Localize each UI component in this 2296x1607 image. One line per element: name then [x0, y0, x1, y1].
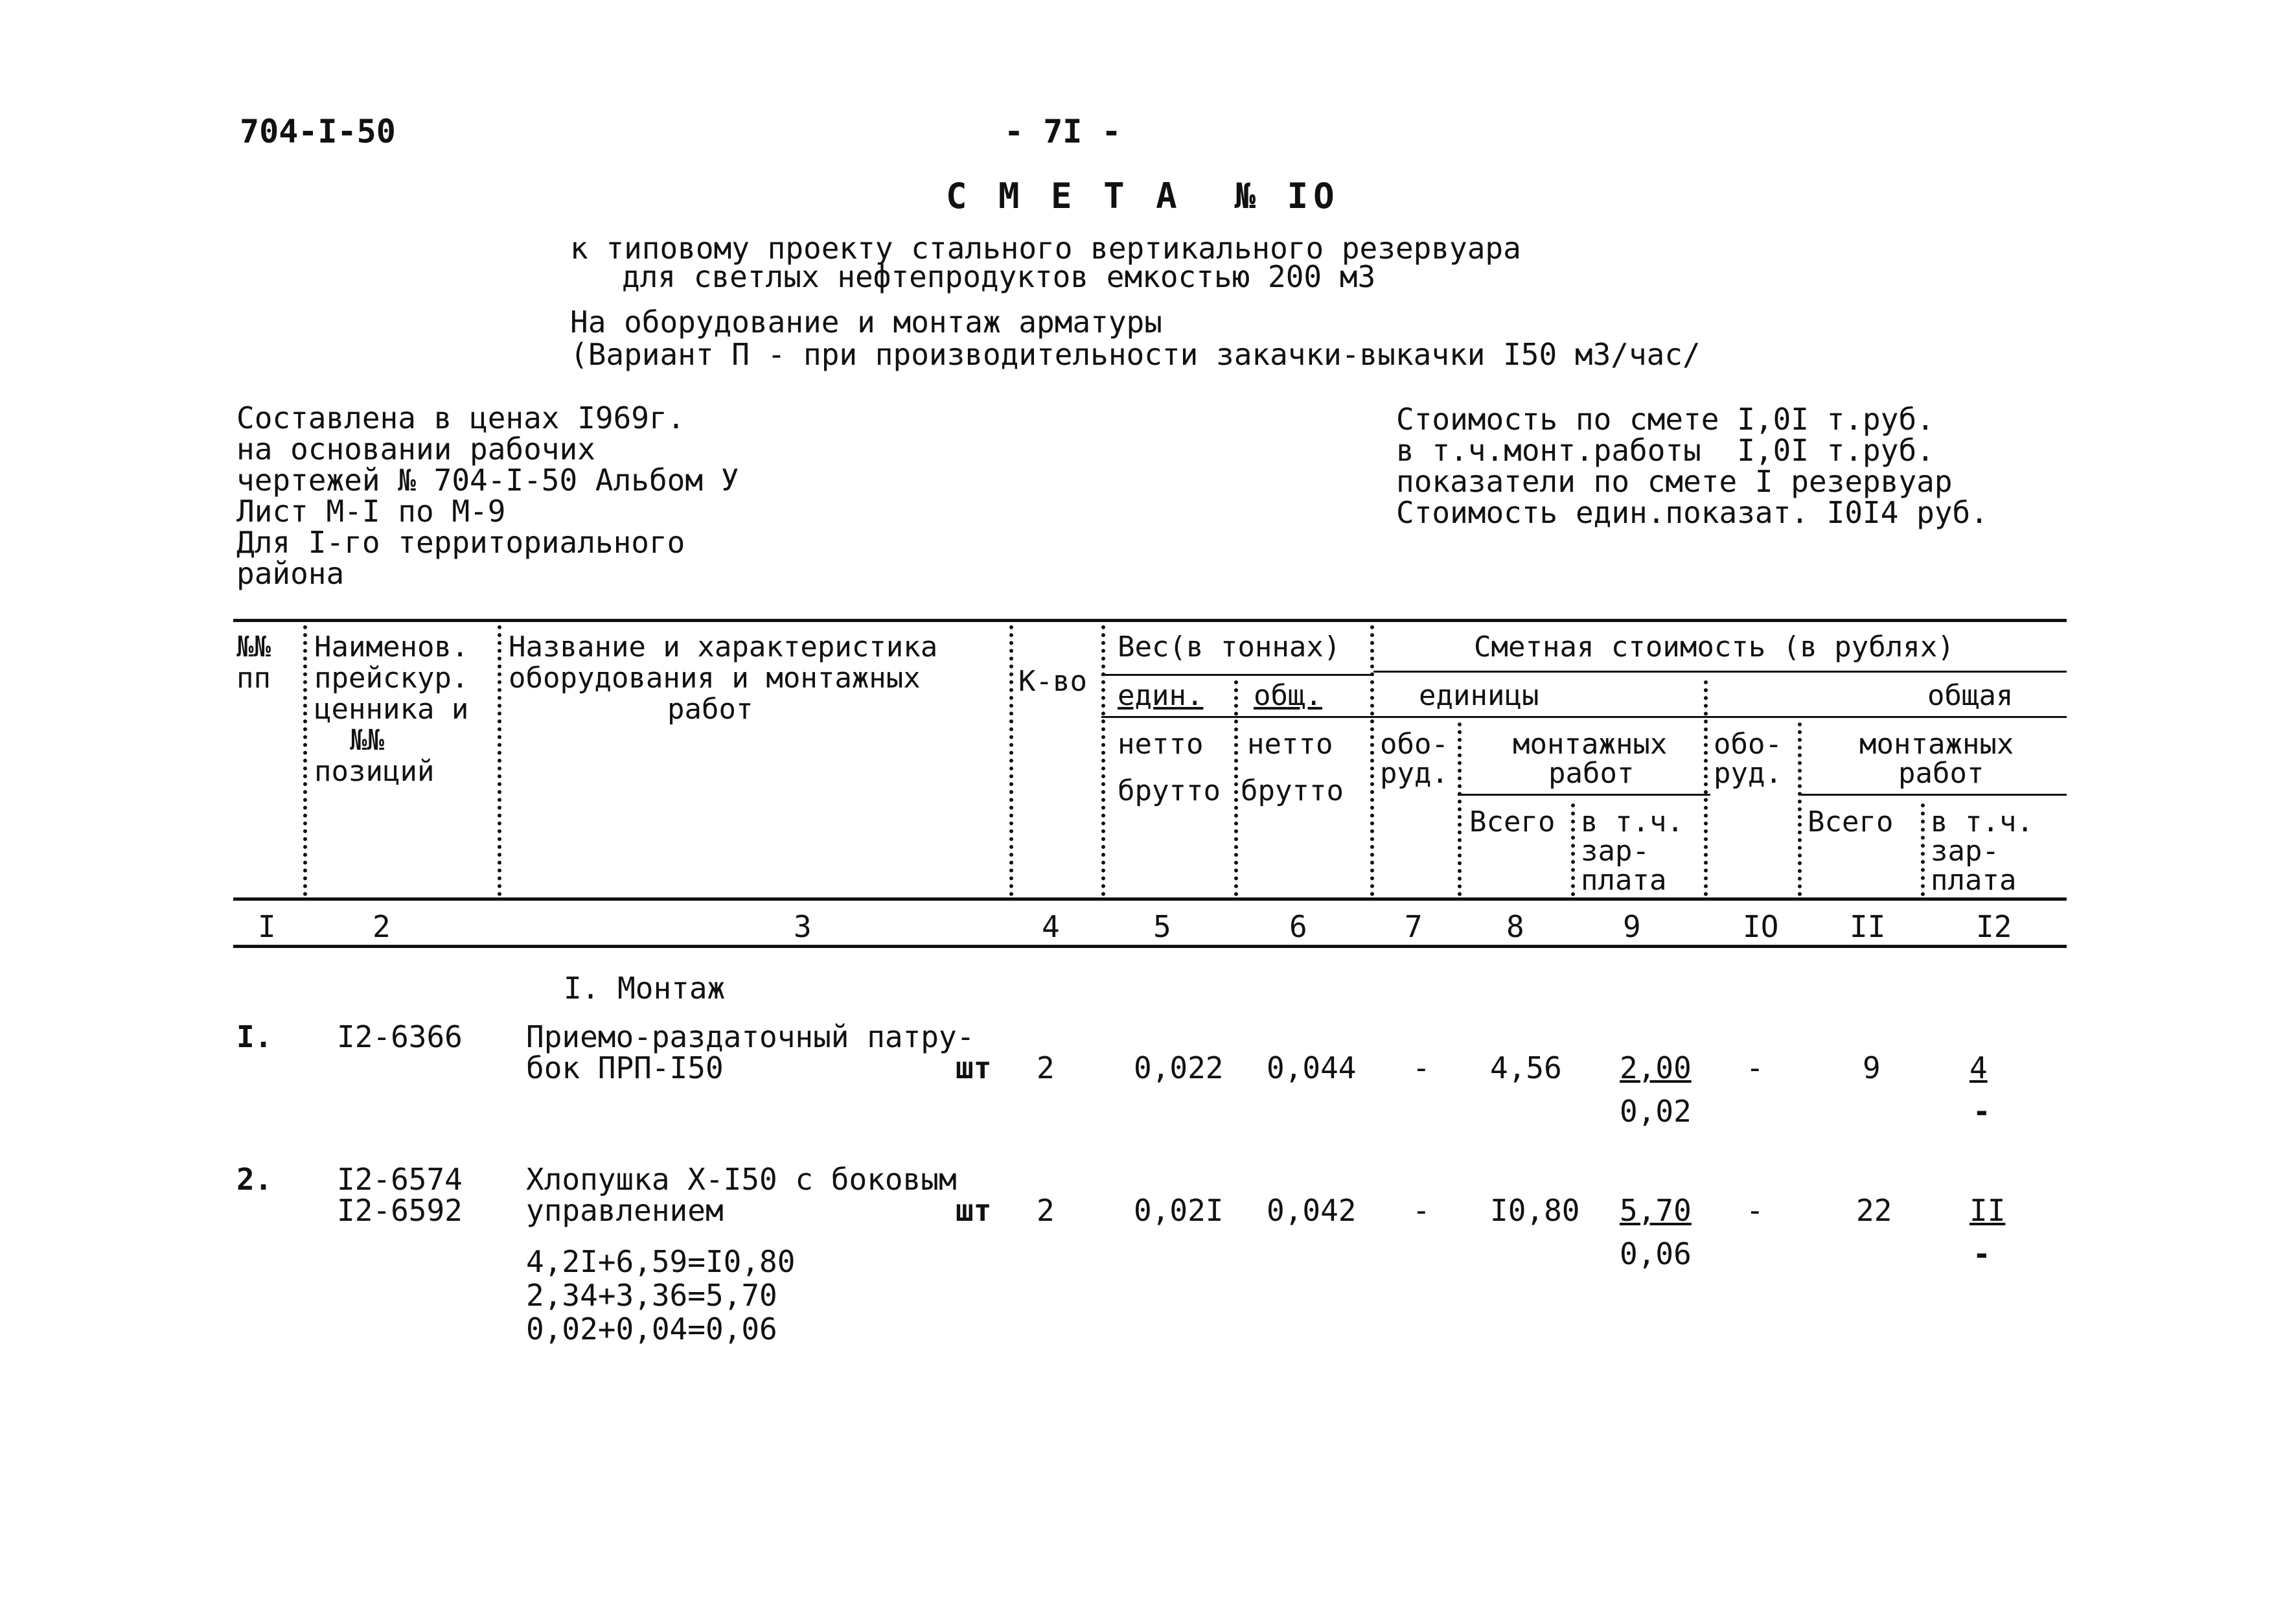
column-number: 6 — [1289, 909, 1307, 944]
column-separator — [1370, 625, 1374, 896]
row-install-total: I0,80 — [1490, 1193, 1580, 1228]
right-info-line: Стоимость по смете I,0I т.руб. — [1396, 402, 1934, 437]
header-gross: брутто — [1241, 774, 1344, 807]
column-number: 3 — [794, 909, 812, 944]
header-gross: брутто — [1118, 774, 1221, 807]
header-incl: в т.ч. — [1931, 805, 2034, 838]
right-info-line: показатели по смете I резервуар — [1396, 464, 1953, 499]
right-info-line: в т.ч.монт.работы I,0I т.руб. — [1396, 433, 1934, 468]
header-total: Всего — [1808, 805, 1894, 838]
column-separator — [498, 625, 501, 896]
row-name-line: бок ПРП-I50 — [526, 1050, 724, 1085]
header-name-line: оборудования и монтажных — [509, 662, 921, 695]
calculation-note: 2,34+3,36=5,70 — [526, 1278, 777, 1313]
header-equipment: обо- — [1714, 728, 1782, 761]
column-separator — [1798, 723, 1802, 896]
row-wage-sum-bottom: - — [1973, 1094, 1991, 1129]
row-weight-unit: 0,022 — [1134, 1050, 1224, 1085]
header-net: нетто — [1118, 728, 1204, 761]
header-net: нетто — [1247, 728, 1333, 761]
header-name-line: Название и характеристика — [509, 630, 938, 664]
install-unit-rule — [1458, 794, 1710, 796]
calculation-note: 0,02+0,04=0,06 — [526, 1312, 777, 1347]
weight-header-rule — [1101, 674, 1373, 676]
header-pricelist-line: прейскур. — [314, 662, 469, 695]
column-separator — [303, 625, 307, 896]
header-pricelist-line: Наименов. — [314, 630, 469, 664]
right-info-line: Стоимость един.показат. I0I4 руб. — [1396, 495, 1988, 530]
header-weight-unit: един. — [1118, 679, 1204, 712]
column-number: IO — [1743, 909, 1779, 944]
row-code: I2-6366 — [337, 1019, 463, 1054]
document-code: 704-I-50 — [240, 113, 396, 150]
row-equipment-total: - — [1746, 1050, 1764, 1085]
install-total-rule — [1801, 794, 2067, 796]
left-info-line: Составлена в ценах I969г. — [236, 400, 685, 435]
row-wage-bottom: 0,06 — [1620, 1236, 1692, 1271]
row-unit: шт — [956, 1193, 992, 1228]
column-separator — [1458, 723, 1462, 896]
subheader-rule — [1101, 716, 2067, 718]
header-equipment: руд. — [1380, 757, 1449, 790]
header-cost-unit: единицы — [1419, 679, 1539, 712]
subtitle-line-1: к типовому проекту стального вертикального резервуара — [570, 231, 1521, 266]
header-equipment: руд. — [1714, 757, 1782, 790]
header-incl: зар- — [1581, 835, 1649, 868]
row-quantity: 2 — [1037, 1050, 1055, 1085]
row-install-sum: 9 — [1863, 1050, 1881, 1085]
calculation-note: 4,2I+6,59=I0,80 — [526, 1244, 796, 1279]
row-weight-total: 0,042 — [1267, 1193, 1357, 1228]
row-install-total: 4,56 — [1490, 1050, 1562, 1085]
header-install: работ — [1548, 757, 1635, 790]
column-number: I2 — [1976, 909, 2012, 944]
row-weight-total: 0,044 — [1267, 1050, 1357, 1085]
row-equipment-unit: - — [1412, 1050, 1430, 1085]
row-equipment-total: - — [1746, 1193, 1764, 1228]
row-code: I2-6592 — [337, 1193, 463, 1228]
header-weight-total: общ. — [1254, 679, 1322, 712]
row-number: 2. — [236, 1162, 273, 1197]
row-name-line: управлением — [526, 1193, 724, 1228]
row-install-sum: 22 — [1856, 1193, 1892, 1228]
document-title: С М Е Т А № IO — [946, 176, 1340, 216]
row-name-line: Хлопушка Х-I50 с боковым — [526, 1162, 957, 1197]
row-name-line: Приемо-раздаточный патру- — [526, 1019, 975, 1054]
header-pricelist-line: ценника и — [314, 693, 469, 726]
row-code: I2-6574 — [337, 1162, 463, 1197]
column-number: 2 — [373, 909, 391, 944]
header-incl: зар- — [1931, 835, 1999, 868]
row-wage-top: 5,70 — [1620, 1193, 1692, 1228]
row-wage-sum-bottom: - — [1973, 1236, 1991, 1271]
colnum-bottom-rule — [233, 945, 2067, 948]
left-info-line: Для I-го территориального — [236, 525, 685, 560]
left-info-line: района — [236, 556, 345, 591]
header-pricelist-line: позиций — [314, 755, 435, 788]
column-separator — [1921, 804, 1925, 896]
left-info-line: на основании рабочих — [236, 432, 595, 467]
header-num-line-1: №№ — [236, 630, 271, 664]
header-total: Всего — [1469, 805, 1556, 838]
column-number: 5 — [1153, 909, 1171, 944]
column-number: II — [1850, 909, 1886, 944]
row-weight-unit: 0,02I — [1134, 1193, 1224, 1228]
column-separator — [1101, 625, 1105, 896]
header-quantity: К-во — [1018, 665, 1087, 698]
row-wage-sum-top: 4 — [1969, 1050, 1988, 1085]
left-info-line: чертежей № 704-I-50 Альбом У — [236, 463, 739, 498]
header-equipment: обо- — [1380, 728, 1449, 761]
subtitle-line-2: для светлых нефтепродуктов емкостью 200 м3 — [622, 259, 1376, 294]
cost-header-rule — [1373, 671, 2067, 673]
column-number: 8 — [1506, 909, 1524, 944]
column-number: 4 — [1042, 909, 1060, 944]
row-equipment-unit: - — [1412, 1193, 1430, 1228]
section-title: I. Монтаж — [564, 971, 726, 1006]
column-separator — [1571, 804, 1575, 896]
header-incl: плата — [1581, 864, 1667, 897]
header-install: работ — [1898, 757, 1984, 790]
column-number: 7 — [1405, 909, 1423, 944]
purpose-line-1: На оборудование и монтаж арматуры — [570, 305, 1162, 340]
column-number: 9 — [1623, 909, 1641, 944]
column-number: I — [258, 909, 276, 944]
row-wage-bottom: 0,02 — [1620, 1094, 1692, 1129]
left-info-line: Лист М-I по М-9 — [236, 494, 506, 529]
header-cost: Сметная стоимость (в рублях) — [1474, 630, 1955, 664]
column-separator — [1009, 625, 1013, 896]
header-weight: Вес(в тоннах) — [1118, 630, 1341, 664]
row-wage-top: 2,00 — [1620, 1050, 1692, 1085]
header-num-line-2: пп — [236, 662, 271, 695]
purpose-line-2: (Вариант П - при производительности закачки-выкачки I50 м3/час/ — [570, 337, 1701, 372]
table-top-rule — [233, 619, 2067, 622]
header-bottom-rule — [233, 897, 2067, 901]
header-install: монтажных — [1859, 728, 2014, 761]
column-separator — [1234, 680, 1238, 896]
column-separator — [1704, 680, 1708, 896]
row-unit: шт — [956, 1050, 992, 1085]
page-number: - 7I - — [1004, 113, 1121, 150]
header-incl: плата — [1931, 864, 2017, 897]
header-pricelist-line: №№ — [350, 724, 384, 757]
header-incl: в т.ч. — [1581, 805, 1684, 838]
header-install: монтажных — [1513, 728, 1668, 761]
row-wage-sum-top: II — [1969, 1193, 2006, 1228]
header-name-line: работ — [667, 693, 753, 726]
row-number: I. — [236, 1019, 273, 1054]
header-cost-total: общая — [1927, 679, 2014, 712]
row-quantity: 2 — [1037, 1193, 1055, 1228]
